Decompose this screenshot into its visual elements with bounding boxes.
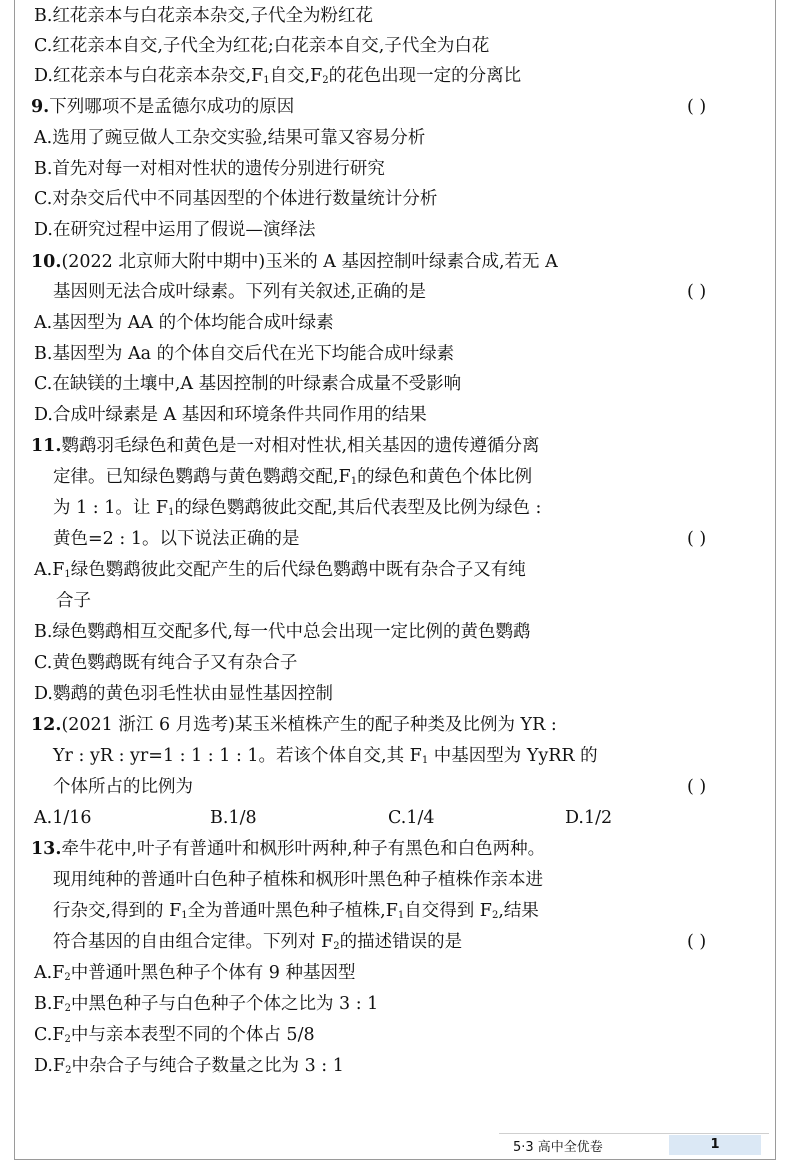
- question-9-stem: 9.下列哪项不是孟德尔成功的原因 ( ): [15, 92, 771, 122]
- q9-option-b: B.首先对每一对相对性状的遗传分别进行研究: [34, 159, 385, 179]
- series-title: 5·3 高中全优卷: [513, 1140, 603, 1155]
- q13-option-c: $C.F_2$中与亲本表型不同的个体占 5/8: [34, 1025, 315, 1045]
- q11-option-d: D.鹦鹉的黄色羽毛性状由显性基因控制: [34, 684, 333, 704]
- q12-choices: [15, 803, 755, 833]
- question-number: 12.: [31, 715, 62, 735]
- question-10-stem-cont: 基因则无法合成叶绿素。下列有关叙述,正确的是 ( ): [15, 277, 790, 307]
- q12-choice-b: B.1/8: [210, 808, 257, 828]
- question-13-stem-cont-3: 符合基因的自由组合定律。下列对 $F_2$的描述错误的是 ( ): [15, 927, 790, 957]
- question-12-stem-cont-2: 个体所占的比例为 ( ): [15, 772, 790, 802]
- question-11-stem: 11.鹦鹉羽毛绿色和黄色是一对相对性状,相关基因的遗传遵循分离: [31, 436, 540, 456]
- prev-option-c: C.红花亲本自交,子代全为红花;白花亲本自交,子代全为白花: [34, 36, 490, 56]
- answer-paren: ( ): [687, 777, 707, 797]
- page-footer: [15, 1133, 775, 1155]
- question-11-stem-cont-1: 定律。已知绿色鹦鹉与黄色鹦鹉交配$,F_1$的绿色和黄色个体比例: [53, 467, 533, 487]
- q9-option-a: A.选用了豌豆做人工杂交实验,结果可靠又容易分析: [34, 128, 426, 148]
- q13-option-d: $D.F_2$中杂合子与纯合子数量之比为 3 : 1: [34, 1056, 344, 1076]
- answer-paren: ( ): [687, 97, 707, 117]
- question-number: 10.: [31, 252, 62, 272]
- answer-paren: ( ): [687, 282, 707, 302]
- answer-paren: ( ): [687, 529, 707, 549]
- q11-option-c: C.黄色鹦鹉既有纯合子又有杂合子: [34, 653, 298, 673]
- question-13-stem: 13.牵牛花中,叶子有普通叶和枫形叶两种,种子有黑色和白色两种。: [31, 839, 546, 859]
- question-10-stem: 10.(2022 北京师大附中期中)玉米的 A 基因控制叶绿素合成,若无 A: [31, 252, 558, 272]
- question-number: 11.: [31, 436, 62, 456]
- q11-option-a: $A.F_1$绿色鹦鹉彼此交配产生的后代绿色鹦鹉中既有杂合子又有纯: [34, 560, 526, 580]
- answer-paren: ( ): [687, 932, 707, 952]
- q12-choice-c: C.1/4: [388, 808, 435, 828]
- question-number: 9.: [31, 97, 50, 117]
- page-number: 1: [669, 1135, 761, 1155]
- q10-option-b: B.基因型为 Aa 的个体自交后代在光下均能合成叶绿素: [34, 344, 455, 364]
- question-13-stem-cont-2: 行杂交,得到的 $F_1$全为普通叶黑色种子植株$,F_1$自交得到 $F_2$,结果: [53, 901, 539, 921]
- prev-option-d: D.红花亲本与白花亲本杂交$,F_1$自交$,F_2$的花色出现一定的分离比: [34, 66, 522, 86]
- prev-option-b: B.红花亲本与白花亲本杂交,子代全为粉红花: [34, 6, 373, 26]
- question-11-stem-cont-2: 为 1 : 1。让 $F_1$的绿色鹦鹉彼此交配,其后代表型及比例为绿色 :: [53, 498, 542, 518]
- exam-page: [14, 0, 776, 1160]
- question-12-stem: 12.(2021 浙江 6 月选考)某玉米植株产生的配子种类及比例为 YR :: [31, 715, 557, 735]
- question-13-stem-cont-1: 现用纯种的普通叶白色种子植株和枫形叶黑色种子植株作亲本进: [53, 870, 543, 890]
- q11-option-b: B.绿色鹦鹉相互交配多代,每一代中总会出现一定比例的黄色鹦鹉: [34, 622, 531, 642]
- q13-option-a: $A.F_2$中普通叶黑色种子个体有 9 种基因型: [34, 963, 356, 983]
- footer-rule: [499, 1133, 769, 1134]
- question-12-stem-cont-1: Yr : yR : yr=1 : 1 : 1 : 1。若该个体自交,其 $F_1$ 中基因型为 YyRR 的: [53, 746, 598, 766]
- q11-option-a-cont: 合子: [56, 591, 91, 611]
- question-11-stem-cont-3: 黄色=2 : 1。以下说法正确的是 ( ): [15, 524, 790, 554]
- question-number: 13.: [31, 839, 62, 859]
- q9-option-d: D.在研究过程中运用了假说—演绎法: [34, 220, 316, 240]
- q13-option-b: $B.F_2$中黑色种子与白色种子个体之比为 3 : 1: [34, 994, 379, 1014]
- q10-option-a: A.基因型为 AA 的个体均能合成叶绿素: [34, 313, 334, 333]
- q10-option-c: C.在缺镁的土壤中,A 基因控制的叶绿素合成量不受影响: [34, 374, 462, 394]
- q12-choice-a: A.1/16: [34, 808, 92, 828]
- q9-option-c: C.对杂交后代中不同基因型的个体进行数量统计分析: [34, 189, 438, 209]
- q10-option-d: D.合成叶绿素是 A 基因和环境条件共同作用的结果: [34, 405, 427, 425]
- q12-choice-d: D.1/2: [565, 808, 613, 828]
